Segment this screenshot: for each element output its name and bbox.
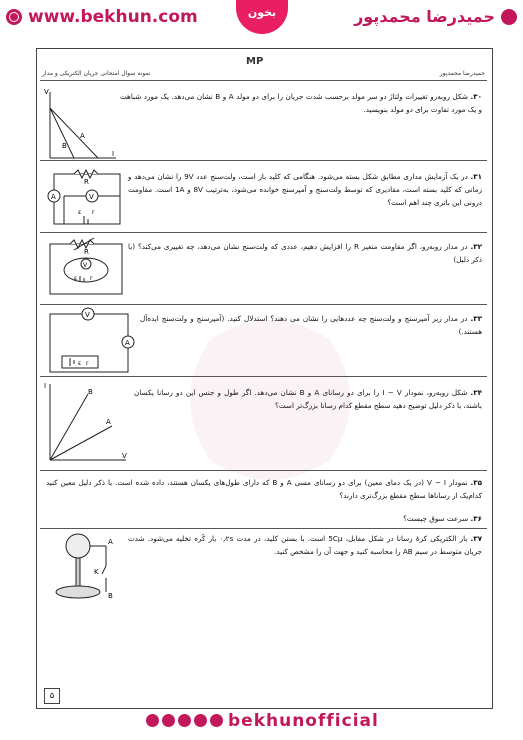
voltmeter-label: V: [83, 262, 88, 269]
question-text: شکل روبه‌رو، نمودار I − V را برای دو رسانای A و B نشان می‌دهد. اگر طول و جنس این دو رسانا یکسان باشند، با ذکر دلیل توضیح دهید سطح مقطع کدام رسانا بزرگ‌تر است؟: [134, 388, 482, 410]
question-text: در مدار زیر آمپرسنج و ولت‌سنج چه عددهایی را نشان می دهند؟ استدلال کنید. (آمپرسنج و ولت‌سنج ایده‌آل هستند.): [140, 314, 482, 336]
resistor-label: R: [84, 178, 89, 186]
question-30: [120, 90, 482, 116]
question-text: نمودار V − I (در یک دمای معین) برای دو رسانای مسی A و B که دارای طول‌های یکسان هستند، داده شده است. با ذکر دلیل معین کنید کدام‌یک از رساناها سطح مقطع بزرگ‌تری دارند؟: [46, 478, 482, 500]
question-37: [128, 532, 482, 558]
user-icon: [501, 9, 517, 25]
doc-author: حمیدرضا محمدپور: [439, 70, 485, 77]
emf-label: ε: [74, 275, 78, 282]
ammeter-label: A: [125, 339, 130, 347]
question-text: در یک آزمایش مداری مطابق شکل بسته می‌شود. هنگامی که کلید باز است، ولت‌سنج عدد 9V را نشان می‌دهد و زمانی که کلید بسته است، مقادیری که توسط ولت‌سنج و آمپرسنج خوانده می‌شود، به‌ترتیب 8V و 1A است. مقاومت درونی این باتری چند اهم است؟: [128, 172, 482, 207]
author-name: حمیدرضا محمدپور: [354, 7, 495, 26]
social-icons: [146, 714, 223, 727]
brand-logo: [236, 0, 288, 34]
voltmeter-label: V: [85, 311, 90, 319]
question-35: [46, 476, 482, 502]
point-a-label: A: [108, 538, 113, 546]
bottom-bar: [0, 706, 523, 740]
question-text: شکل روبه‌رو تغییرات ولتاژ دو سر مولد برحسب شدت جریان را برای دو مولد A و B نشان می‌دهد. یک مورد شباهت و یک مورد تفاوت برای دو مولد بنویسید.: [120, 92, 482, 114]
question-34: [134, 386, 482, 412]
emf-label: ε: [78, 209, 82, 216]
figure-30-vi-graph: [40, 86, 120, 164]
site-url[interactable]: www.bekhun.com: [28, 7, 198, 27]
voltmeter-label: V: [89, 193, 94, 201]
question-number: ۳۷.: [470, 534, 483, 543]
question-number: ۳۵.: [470, 478, 482, 487]
question-number: ۳۲.: [470, 242, 482, 251]
question-number: ۳۴.: [470, 388, 482, 397]
line-a-label: A: [80, 132, 85, 140]
header-divider: [40, 80, 487, 81]
internal-r-label: r: [90, 275, 93, 282]
instagram-icon[interactable]: [146, 714, 159, 727]
question-number: ۳۱.: [470, 172, 482, 181]
axis-i-label: I: [44, 382, 47, 390]
social-handle[interactable]: bekhunofficial: [228, 711, 379, 731]
point-b-label: B: [108, 592, 113, 600]
figure-31-circuit: [44, 164, 126, 230]
whatsapp-icon[interactable]: [194, 714, 207, 727]
doc-title: نمونه سوال امتحانی جریان الکتریکی و مدار: [42, 70, 151, 77]
page-number: ۵: [44, 688, 60, 704]
figure-37-sphere-apparatus: [44, 530, 122, 604]
globe-icon: [6, 9, 22, 25]
question-31: [128, 170, 482, 209]
figure-33-circuit: [44, 306, 136, 378]
line-b-label: B: [88, 388, 93, 396]
switch-k-label: K: [94, 568, 99, 576]
question-number: ۳۳.: [470, 314, 482, 323]
divider: [40, 232, 487, 233]
line-a-label: A: [106, 418, 111, 426]
question-text: در مدار روبه‌رو، اگر مقاومت متغیر R را افزایش دهیم، عددی که ولت‌سنج نشان می‌دهد، چه تغییری می‌کند؟ (با ذکر دلیل): [128, 242, 482, 264]
line-b-label: B: [62, 142, 67, 150]
internal-r-label: r: [86, 360, 89, 367]
internal-r-label: r: [92, 209, 95, 216]
figure-34-iv-graph: [40, 380, 132, 468]
axis-v-label: V: [122, 452, 127, 460]
doc-header: [36, 56, 491, 80]
telegram-icon[interactable]: [178, 714, 191, 727]
question-number: ۳۰.: [470, 92, 482, 101]
variable-resistor-label: R: [84, 248, 89, 256]
emf-label: ε: [78, 360, 82, 367]
doc-mark: MP: [246, 56, 264, 67]
youtube-icon[interactable]: [162, 714, 175, 727]
divider: [40, 304, 487, 305]
author-badge: [354, 7, 517, 26]
question-33: [140, 312, 482, 338]
divider: [40, 160, 487, 161]
axis-i-label: I: [112, 150, 115, 158]
aparat-icon[interactable]: [210, 714, 223, 727]
question-32: [128, 240, 482, 266]
site-link[interactable]: [6, 7, 198, 27]
axis-v-label: V: [44, 88, 49, 96]
question-36: [46, 512, 482, 525]
divider: [40, 528, 487, 529]
question-text: بار الکتریکی کرهٔ رسانا در شکل مقابل، 5Cμ است. با بستن کلید، در مدت ۰٫۲s بار کُره تخلیه می‌شود. شدت جریان متوسط در سیم AB را محاسبه کنید و جهت آن را مشخص کنید.: [128, 534, 482, 556]
question-text: سرعت سوق چیست؟: [403, 514, 469, 523]
figure-32-circuit: [44, 234, 128, 300]
question-number: ۳۶.: [470, 514, 482, 523]
ammeter-label: A: [51, 193, 56, 201]
top-bar: [0, 0, 523, 34]
divider: [40, 376, 487, 377]
divider: [40, 470, 487, 471]
logo-text: بخون: [247, 6, 277, 19]
